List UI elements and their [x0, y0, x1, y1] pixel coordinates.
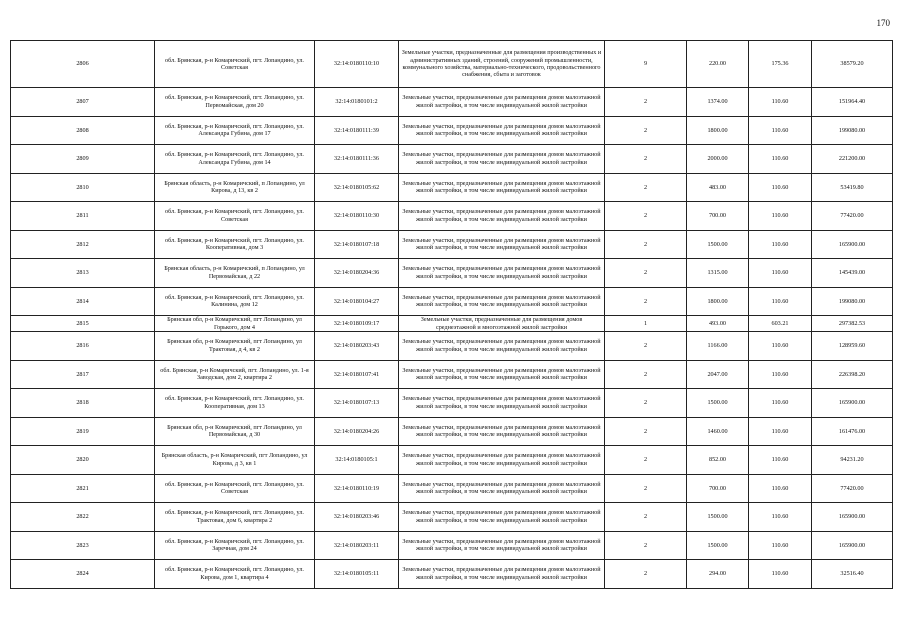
cadastral-number-cell: 32:14:0180111:36	[315, 145, 399, 174]
address-cell: Брянская обл, р-н Комаричский, пгт Лопандино, ул Горького, дом 4	[155, 316, 315, 332]
specific-value-cell: 110.60	[749, 360, 812, 389]
use-group-cell: 2	[605, 259, 687, 288]
address-cell: обл. Брянская, р-н Комаричский, пгт. Лопандино, ул. Советская	[155, 41, 315, 88]
cadastral-value-cell: 145439.00	[812, 259, 893, 288]
specific-value-cell: 110.60	[749, 332, 812, 361]
cadastral-number-cell: 32:14:0180105:62	[315, 173, 399, 202]
table-row	[11, 41, 893, 88]
land-use-cell: Земельные участки, предназначенные для размещения домов малоэтажной жилой застройки, в том числе индивидуальной жилой застройки	[399, 287, 605, 316]
cadastral-number-cell: 32:14:0180203:11	[315, 531, 399, 560]
cadastral-value-cell: 221200.00	[812, 145, 893, 174]
area-cell: 1500.00	[687, 531, 749, 560]
row-number: 2815	[11, 316, 155, 332]
land-use-cell: Земельные участки, предназначенные для размещения домов малоэтажной жилой застройки, в том числе индивидуальной жилой застройки	[399, 503, 605, 532]
area-cell: 2000.00	[687, 145, 749, 174]
address-cell: обл. Брянская, р-н Комаричский, пгт. Лопандино, ул. Трактовая, дом 6, квартира 2	[155, 503, 315, 532]
cadastral-value-cell: 226398.20	[812, 360, 893, 389]
table-row	[11, 332, 893, 361]
use-group-cell: 2	[605, 173, 687, 202]
cadastral-value-table	[10, 40, 893, 589]
land-use-cell: Земельные участки, предназначенные для размещения домов малоэтажной жилой застройки, в том числе индивидуальной жилой застройки	[399, 531, 605, 560]
row-number: 2819	[11, 417, 155, 446]
land-use-cell: Земельные участки, предназначенные для размещения домов малоэтажной жилой застройки, в том числе индивидуальной жилой застройки	[399, 560, 605, 589]
address-cell: обл. Брянская, р-н Комаричский, пгт. Лопандино, ул. Советская	[155, 202, 315, 231]
address-cell: обл. Брянская, р-н Комаричский, пгт. Лопандино, ул. Первомайская, дом 20	[155, 88, 315, 117]
row-number: 2817	[11, 360, 155, 389]
use-group-cell: 2	[605, 474, 687, 503]
specific-value-cell: 110.60	[749, 116, 812, 145]
land-use-cell: Земельные участки, предназначенные для размещения производственных и административных зданий, строений, сооружений промышленности, коммунального хозяйства, материально-технического, продовольственного снабжения, сбыта и заготовок	[399, 41, 605, 88]
specific-value-cell: 110.60	[749, 202, 812, 231]
area-cell: 493.00	[687, 316, 749, 332]
cadastral-value-cell: 297382.53	[812, 316, 893, 332]
cadastral-value-cell: 32516.40	[812, 560, 893, 589]
address-cell: обл. Брянская, р-н Комаричский, пгт. Лопандино, ул. Александра Губина, дом 17	[155, 116, 315, 145]
table-row	[11, 230, 893, 259]
address-cell: обл. Брянская, р-н Комаричский, пгт. Лопандино, ул. Кооперативная, дом 13	[155, 389, 315, 418]
address-cell: Брянская область, р-н Комаричский, п Лопандино, ул Кирова, д 13, кв 2	[155, 173, 315, 202]
specific-value-cell: 110.60	[749, 417, 812, 446]
cadastral-number-cell: 32:14:0180204:26	[315, 417, 399, 446]
cadastral-value-cell: 165900.00	[812, 503, 893, 532]
address-cell: Брянская обл, р-н Комаричский, пгт Лопандино, ул Первомайская, д 30	[155, 417, 315, 446]
table-row	[11, 503, 893, 532]
cadastral-value-cell: 165900.00	[812, 230, 893, 259]
row-number: 2811	[11, 202, 155, 231]
cadastral-number-cell: 32:14:0180101:2	[315, 88, 399, 117]
table-row	[11, 417, 893, 446]
area-cell: 1800.00	[687, 287, 749, 316]
cadastral-value-cell: 94231.20	[812, 446, 893, 475]
area-cell: 294.00	[687, 560, 749, 589]
address-cell: обл. Брянская, р-н Комаричский, пгт. Лопандино, ул. Кирова, дом 1, квартира 4	[155, 560, 315, 589]
area-cell: 1500.00	[687, 389, 749, 418]
use-group-cell: 2	[605, 202, 687, 231]
specific-value-cell: 110.60	[749, 389, 812, 418]
row-number: 2806	[11, 41, 155, 88]
cadastral-number-cell: 32:14:0180203:46	[315, 503, 399, 532]
area-cell: 483.00	[687, 173, 749, 202]
land-use-cell: Земельные участки, предназначенные для размещения домов малоэтажной жилой застройки, в том числе индивидуальной жилой застройки	[399, 417, 605, 446]
area-cell: 1500.00	[687, 230, 749, 259]
area-cell: 1315.00	[687, 259, 749, 288]
address-cell: обл. Брянская, р-н Комаричский, пгт. Лопандино, ул. Советская	[155, 474, 315, 503]
use-group-cell: 2	[605, 145, 687, 174]
cadastral-value-cell: 161476.00	[812, 417, 893, 446]
row-number: 2823	[11, 531, 155, 560]
area-cell: 1460.00	[687, 417, 749, 446]
specific-value-cell: 110.60	[749, 230, 812, 259]
use-group-cell: 2	[605, 287, 687, 316]
cadastral-number-cell: 32:14:0180109:17	[315, 316, 399, 332]
row-number: 2813	[11, 259, 155, 288]
cadastral-number-cell: 32:14:0180107:41	[315, 360, 399, 389]
specific-value-cell: 175.36	[749, 41, 812, 88]
row-number: 2809	[11, 145, 155, 174]
cadastral-number-cell: 32:14:0180107:18	[315, 230, 399, 259]
row-number: 2820	[11, 446, 155, 475]
land-use-cell: Земельные участки, предназначенные для размещения домов малоэтажной жилой застройки, в том числе индивидуальной жилой застройки	[399, 88, 605, 117]
specific-value-cell: 110.60	[749, 173, 812, 202]
address-cell: обл. Брянская, р-н Комаричский, пгт. Лопандино, ул. Александра Губина, дом 14	[155, 145, 315, 174]
address-cell: обл. Брянская, р-н Комаричский, пгт. Лопандино, ул. Калинина, дом 12	[155, 287, 315, 316]
cadastral-number-cell: 32:14:0180110:10	[315, 41, 399, 88]
row-number: 2807	[11, 88, 155, 117]
specific-value-cell: 110.60	[749, 474, 812, 503]
table-row	[11, 360, 893, 389]
land-use-cell: Земельные участки, предназначенные для размещения домов среднеэтажной и многоэтажной жилой застройки	[399, 316, 605, 332]
cadastral-number-cell: 32:14:0180104:27	[315, 287, 399, 316]
cadastral-value-cell: 77420.00	[812, 202, 893, 231]
specific-value-cell: 110.60	[749, 446, 812, 475]
table-row	[11, 446, 893, 475]
table-row	[11, 116, 893, 145]
land-use-cell: Земельные участки, предназначенные для размещения домов малоэтажной жилой застройки, в том числе индивидуальной жилой застройки	[399, 474, 605, 503]
row-number: 2824	[11, 560, 155, 589]
use-group-cell: 2	[605, 560, 687, 589]
use-group-cell: 2	[605, 417, 687, 446]
specific-value-cell: 603.21	[749, 316, 812, 332]
area-cell: 1166.00	[687, 332, 749, 361]
address-cell: обл. Брянская, р-н Комаричский, пгт. Лопандино, ул. Кооперативная, дом 3	[155, 230, 315, 259]
area-cell: 700.00	[687, 202, 749, 231]
use-group-cell: 1	[605, 316, 687, 332]
use-group-cell: 2	[605, 531, 687, 560]
land-use-cell: Земельные участки, предназначенные для размещения домов малоэтажной жилой застройки, в том числе индивидуальной жилой застройки	[399, 360, 605, 389]
land-use-cell: Земельные участки, предназначенные для размещения домов малоэтажной жилой застройки, в том числе индивидуальной жилой застройки	[399, 230, 605, 259]
use-group-cell: 2	[605, 88, 687, 117]
land-use-cell: Земельные участки, предназначенные для размещения домов малоэтажной жилой застройки, в том числе индивидуальной жилой застройки	[399, 173, 605, 202]
table-row	[11, 202, 893, 231]
land-use-cell: Земельные участки, предназначенные для размещения домов малоэтажной жилой застройки, в том числе индивидуальной жилой застройки	[399, 116, 605, 145]
use-group-cell: 2	[605, 116, 687, 145]
table-row	[11, 531, 893, 560]
row-number: 2808	[11, 116, 155, 145]
cadastral-number-cell: 32:14:0180203:43	[315, 332, 399, 361]
use-group-cell: 2	[605, 230, 687, 259]
land-use-cell: Земельные участки, предназначенные для размещения домов малоэтажной жилой застройки, в том числе индивидуальной жилой застройки	[399, 259, 605, 288]
area-cell: 852.00	[687, 446, 749, 475]
row-number: 2818	[11, 389, 155, 418]
table-row	[11, 259, 893, 288]
address-cell: Брянская область, р-н Комаричский, пгт Лопандино, ул Кирова, д 3, кв 1	[155, 446, 315, 475]
cadastral-number-cell: 32:14:0180107:13	[315, 389, 399, 418]
specific-value-cell: 110.60	[749, 145, 812, 174]
table-row	[11, 145, 893, 174]
use-group-cell: 2	[605, 360, 687, 389]
use-group-cell: 2	[605, 389, 687, 418]
table-row	[11, 88, 893, 117]
area-cell: 1500.00	[687, 503, 749, 532]
table-row	[11, 173, 893, 202]
table-row	[11, 560, 893, 589]
cadastral-number-cell: 32:14:0180110:19	[315, 474, 399, 503]
cadastral-value-cell: 151964.40	[812, 88, 893, 117]
specific-value-cell: 110.60	[749, 259, 812, 288]
area-cell: 700.00	[687, 474, 749, 503]
address-cell: обл. Брянская, р-н Комаричский, пгт. Лопандино, ул. 1-я Заводская, дом 2, квартира 2	[155, 360, 315, 389]
cadastral-value-cell: 165900.00	[812, 531, 893, 560]
address-cell: обл. Брянская, р-н Комаричский, пгт. Лопандино, ул. Заречная, дом 24	[155, 531, 315, 560]
use-group-cell: 2	[605, 446, 687, 475]
use-group-cell: 2	[605, 332, 687, 361]
specific-value-cell: 110.60	[749, 531, 812, 560]
specific-value-cell: 110.60	[749, 560, 812, 589]
specific-value-cell: 110.60	[749, 88, 812, 117]
table-row	[11, 389, 893, 418]
cadastral-number-cell: 32:14:0180105:11	[315, 560, 399, 589]
area-cell: 2047.00	[687, 360, 749, 389]
cadastral-number-cell: 32:14:0180110:30	[315, 202, 399, 231]
cadastral-value-cell: 128959.60	[812, 332, 893, 361]
page-number: 170	[876, 18, 890, 28]
cadastral-number-cell: 32:14:0180204:36	[315, 259, 399, 288]
address-cell: Брянская обл, р-н Комаричский, пгт Лопандино, ул Трактовая, д 4, кв 2	[155, 332, 315, 361]
cadastral-number-cell: 32:14:0180111:39	[315, 116, 399, 145]
row-number: 2822	[11, 503, 155, 532]
specific-value-cell: 110.60	[749, 503, 812, 532]
row-number: 2814	[11, 287, 155, 316]
use-group-cell: 9	[605, 41, 687, 88]
row-number: 2821	[11, 474, 155, 503]
row-number: 2816	[11, 332, 155, 361]
land-use-cell: Земельные участки, предназначенные для размещения домов малоэтажной жилой застройки, в том числе индивидуальной жилой застройки	[399, 389, 605, 418]
area-cell: 220.00	[687, 41, 749, 88]
land-use-cell: Земельные участки, предназначенные для размещения домов малоэтажной жилой застройки, в том числе индивидуальной жилой застройки	[399, 145, 605, 174]
row-number: 2810	[11, 173, 155, 202]
use-group-cell: 2	[605, 503, 687, 532]
table-row	[11, 287, 893, 316]
area-cell: 1800.00	[687, 116, 749, 145]
cadastral-value-cell: 199080.00	[812, 116, 893, 145]
specific-value-cell: 110.60	[749, 287, 812, 316]
cadastral-number-cell: 32:14:0180105:1	[315, 446, 399, 475]
cadastral-value-cell: 77420.00	[812, 474, 893, 503]
cadastral-value-cell: 165900.00	[812, 389, 893, 418]
land-use-cell: Земельные участки, предназначенные для размещения домов малоэтажной жилой застройки, в том числе индивидуальной жилой застройки	[399, 202, 605, 231]
area-cell: 1374.00	[687, 88, 749, 117]
land-use-cell: Земельные участки, предназначенные для размещения домов малоэтажной жилой застройки, в том числе индивидуальной жилой застройки	[399, 332, 605, 361]
address-cell: Брянская область, р-н Комаричский, п Лопандино, ул Первомайская, д 22	[155, 259, 315, 288]
cadastral-value-cell: 38579.20	[812, 41, 893, 88]
cadastral-value-cell: 53419.80	[812, 173, 893, 202]
row-number: 2812	[11, 230, 155, 259]
table-row	[11, 316, 893, 332]
table-body	[11, 41, 893, 589]
land-use-cell: Земельные участки, предназначенные для размещения домов малоэтажной жилой застройки, в том числе индивидуальной жилой застройки	[399, 446, 605, 475]
table-row	[11, 474, 893, 503]
cadastral-value-cell: 199080.00	[812, 287, 893, 316]
